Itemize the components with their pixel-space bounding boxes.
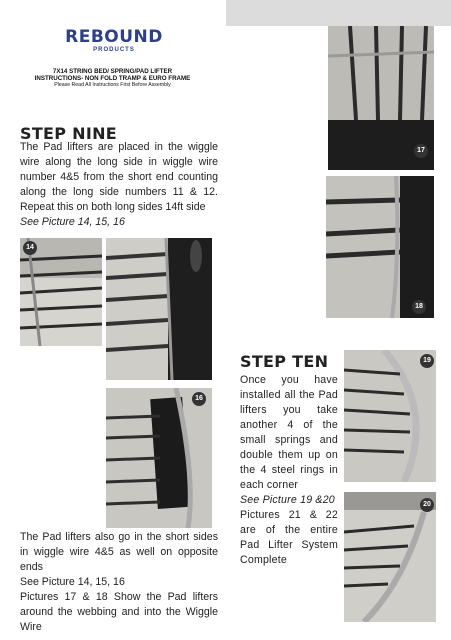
photo-20-number: 20	[420, 498, 434, 512]
step-nine-text	[20, 140, 218, 230]
photo-19-number: 19	[420, 354, 434, 368]
photo-18	[326, 176, 434, 318]
logo-subtitle: PRODUCTS	[93, 47, 135, 53]
step-nine-lower-text	[20, 530, 218, 635]
rebound-logo	[64, 28, 164, 56]
photo-14	[20, 238, 102, 346]
step-ten-note: Pictures 21 & 22 are of the entire Pad Lifter System Complete	[240, 509, 338, 566]
short-sides-see-pictures: See Picture 14, 15, 16	[20, 576, 125, 588]
logo-wordmark: REBOUND	[65, 27, 163, 47]
photo-19	[344, 350, 436, 482]
photo-17-number: 17	[414, 144, 428, 158]
document-header	[10, 68, 215, 89]
header-line-1: 7X14 STRING BED/ SPRING/PAD LIFTER	[52, 68, 173, 75]
photo-16	[106, 388, 212, 528]
pictures-17-18-paragraph: Pictures 17 & 18 Show the Pad lifters around the webbing and into the Wiggle Wire	[20, 591, 218, 633]
step-ten-title: STEP TEN	[240, 352, 329, 371]
photo-18-number: 18	[412, 300, 426, 314]
photo-20	[344, 492, 436, 622]
step-ten-section	[240, 352, 338, 568]
photo-15	[106, 238, 212, 380]
photo-17	[328, 26, 434, 170]
step-nine-body: The Pad lifters are placed in the wiggle wire along the long side in wiggle wire number 4&5 from the short end counting along the long side numbers 11 & 12. Repeat this on both long sides 14ft side	[20, 141, 218, 213]
top-gray-bar	[226, 0, 451, 26]
photo-14-number: 14	[23, 241, 37, 255]
step-ten-body: Once you have installed all the Pad lifters you take another 4 of the small springs and double them up on the 4 steel rings in each corner	[240, 374, 338, 491]
header-line-3: Please Read All Instructions First Before Assembly	[54, 82, 171, 88]
short-sides-paragraph: The Pad lifters also go in the short sides in wiggle wire 4&5 as well on opposite ends	[20, 531, 218, 573]
step-nine-see-pictures: See Picture 14, 15, 16	[20, 216, 125, 228]
photo-16-number: 16	[192, 392, 206, 406]
step-nine-title: STEP NINE	[20, 124, 118, 143]
header-line-2: INSTRUCTIONS- NON FOLD TRAMP & EURO FRAME	[34, 75, 191, 82]
step-ten-see-pictures: See Picture 19 &20	[240, 494, 335, 506]
